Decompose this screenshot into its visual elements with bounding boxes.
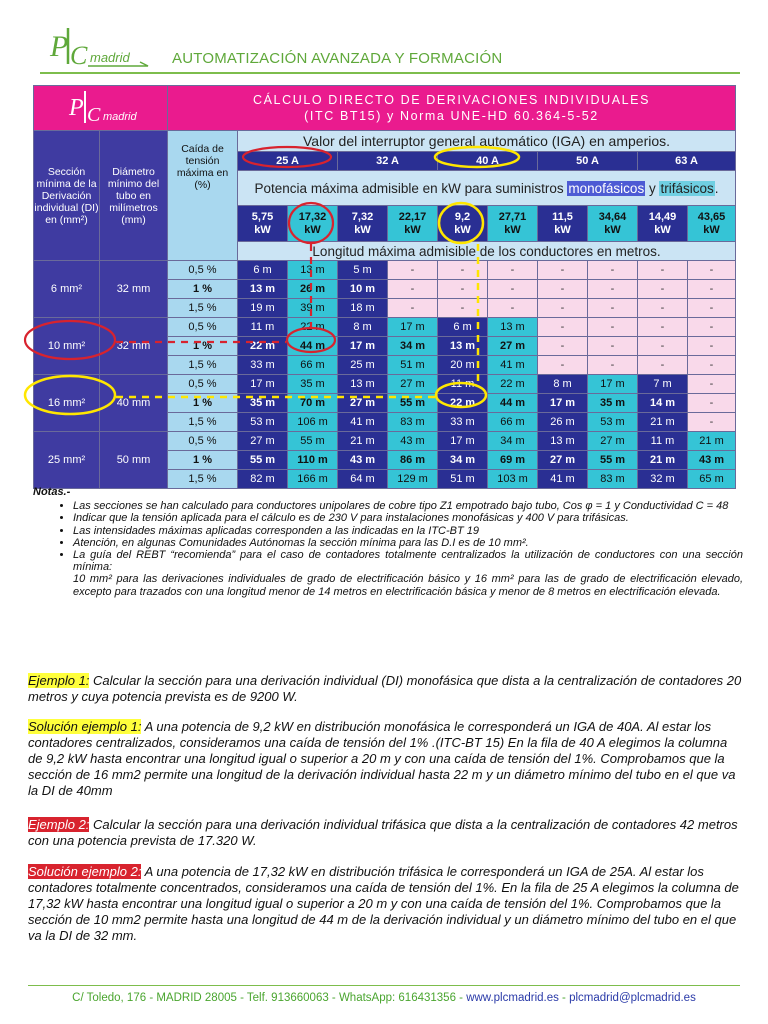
svg-text:P: P [68, 94, 84, 121]
length-cell: - [638, 337, 688, 356]
length-cell: 86 m [388, 451, 438, 470]
length-cell: 17 m [338, 337, 388, 356]
length-cell: 35 m [288, 375, 338, 394]
length-cell: 27 m [488, 337, 538, 356]
notes-continuation: 10 mm² para las derivaciones individuales de grado de electrificación básico y 16 mm² para las de grado de electrificación elevado, excepto para trazados con una longitud menor de 14 metros en electrificación básica y menor de 8 metros en electrificación elevada. [73, 573, 743, 598]
length-cell: - [688, 318, 736, 337]
footer-divider [28, 985, 740, 986]
length-cell: 11 m [438, 375, 488, 394]
length-cell: - [588, 337, 638, 356]
length-cell: - [538, 299, 588, 318]
length-cell: 83 m [588, 470, 638, 489]
length-cell: 66 m [288, 356, 338, 375]
length-cell: 21 m [638, 451, 688, 470]
plc-madrid-logo [41, 87, 161, 127]
power-cell: 5,75 kW [238, 206, 288, 242]
length-cell: 110 m [288, 451, 338, 470]
power-cell: 27,71 kW [488, 206, 538, 242]
length-cell: - [638, 261, 688, 280]
length-cell: 27 m [338, 394, 388, 413]
length-cell: - [388, 299, 438, 318]
power-cell: 34,64 kW [588, 206, 638, 242]
length-cell: 34 m [438, 451, 488, 470]
length-cell: 27 m [238, 432, 288, 451]
length-cell: 5 m [338, 261, 388, 280]
section-cell: 16 mm² [34, 375, 100, 432]
length-cell: 13 m [238, 280, 288, 299]
length-cell: 21 m [638, 413, 688, 432]
length-cell: 106 m [288, 413, 338, 432]
length-cell: 8 m [538, 375, 588, 394]
length-cell: - [688, 280, 736, 299]
diameter-cell: 50 mm [100, 432, 168, 489]
length-cell: 44 m [488, 394, 538, 413]
solution-2-text: A una potencia de 17,32 kW en distribución trifásica le corresponderá un IGA de 25A. Al estar los contadores totalmente concentrados, consideramos una caída de tensión del 1%. En la fila de 25 A elegimos la columna de 17,32 kW hasta encontrar una longitud igual o superior a 20 m y con una caída de tensión del 1%. Comprobamos que la sección de 10 mm2 permite hasta una longitud de 44 m de la derivación individual y un diámetro mínimo del tubo en el que va la DI de 32 mm. [28, 864, 739, 943]
table-title-line1: CÁLCULO DIRECTO DE DERIVACIONES INDIVIDUALES [252, 93, 651, 107]
drop-cell: 1 % [168, 337, 238, 356]
table-row [34, 318, 736, 337]
length-cell: 8 m [338, 318, 388, 337]
length-cell: 21 m [688, 432, 736, 451]
example-1 [28, 673, 742, 705]
length-cell: - [588, 280, 638, 299]
diameter-cell: 40 mm [100, 375, 168, 432]
power-header: Potencia máxima admisible en kW para suministros monofásicos y trifásicos. [238, 171, 736, 206]
length-cell: - [688, 299, 736, 318]
section-cell: 6 mm² [34, 261, 100, 318]
amp-0: 25 A [238, 152, 338, 171]
note-item: • Indicar que la tensión aplicada para el cálculo es de 230 V para instalaciones monofásicas y 400 V para trifásicas. [73, 512, 743, 524]
length-cell: 70 m [288, 394, 338, 413]
length-cell: 64 m [338, 470, 388, 489]
length-cell: 55 m [288, 432, 338, 451]
length-cell: - [688, 394, 736, 413]
length-cell: 55 m [388, 394, 438, 413]
footer-email-link[interactable]: plcmadrid@plcmadrid.es [569, 992, 696, 1004]
data-body [34, 261, 736, 489]
length-cell: 13 m [488, 318, 538, 337]
length-cell: 44 m [288, 337, 338, 356]
example-2 [28, 817, 742, 849]
length-cell: 35 m [238, 394, 288, 413]
power-cell: 43,65 kW [688, 206, 736, 242]
length-cell: 83 m [388, 413, 438, 432]
length-cell: 27 m [588, 432, 638, 451]
iga-header: Valor del interruptor general automático (IGA) en amperios. [238, 131, 736, 152]
length-cell: - [588, 318, 638, 337]
solution-1-text: A una potencia de 9,2 kW en distribución monofásica le corresponderá un IGA de 40A. Al estar los contadores centralizados, consideramos una caída de tensión del 1% .(ITC-BT 15) En la fila de 40 A elegimos la columna de 9,2 kW hasta encontrar una longitud igual o superior a 20 m y con una caída de tensión del 1%. Comprobamos que la sección de 16 mm2 permite una longitud de la derivación individual hasta 22 m y un diámetro mínimo del tubo en el que va la DI de 40mm [28, 719, 736, 798]
drop-cell: 1 % [168, 280, 238, 299]
length-cell: 13 m [338, 375, 388, 394]
length-cell: 6 m [238, 261, 288, 280]
table-row [34, 432, 736, 451]
length-cell: 25 m [338, 356, 388, 375]
length-cell: - [638, 299, 688, 318]
power-cell: 14,49 kW [638, 206, 688, 242]
drop-cell: 0,5 % [168, 261, 238, 280]
length-cell: 51 m [388, 356, 438, 375]
length-cell: 11 m [638, 432, 688, 451]
svg-text:P: P [50, 30, 69, 63]
section-cell: 25 mm² [34, 432, 100, 489]
header-title: AUTOMATIZACIÓN AVANZADA Y FORMACIÓN [172, 50, 503, 67]
length-cell: - [588, 261, 638, 280]
drop-cell: 0,5 % [168, 318, 238, 337]
power-cell: 22,17 kW [388, 206, 438, 242]
drop-cell: 1 % [168, 394, 238, 413]
footer-address: C/ Toledo, 176 - MADRID 28005 - Telf. 913660063 - WhatsApp: 616431356 - [72, 992, 467, 1004]
length-cell: - [538, 337, 588, 356]
svg-text:madrid: madrid [102, 110, 137, 123]
length-cell: - [638, 356, 688, 375]
length-cell: 65 m [688, 470, 736, 489]
length-cell: 129 m [388, 470, 438, 489]
length-cell: 6 m [438, 318, 488, 337]
length-cell: 53 m [238, 413, 288, 432]
length-cell: 22 m [288, 318, 338, 337]
power-cell: 17,32 kW [288, 206, 338, 242]
length-cell: - [538, 280, 588, 299]
length-cell: 20 m [438, 356, 488, 375]
diameter-cell: 32 mm [100, 261, 168, 318]
length-cell: 21 m [338, 432, 388, 451]
length-cell: - [538, 261, 588, 280]
length-cell: - [638, 318, 688, 337]
plc-madrid-logo [48, 24, 158, 68]
length-cell: 22 m [238, 337, 288, 356]
section-cell: 10 mm² [34, 318, 100, 375]
length-cell: - [488, 299, 538, 318]
length-cell: 26 m [538, 413, 588, 432]
length-cell: - [488, 280, 538, 299]
length-cell: 69 m [488, 451, 538, 470]
length-cell: 22 m [438, 394, 488, 413]
length-cell: 66 m [488, 413, 538, 432]
length-cell: 41 m [338, 413, 388, 432]
length-cell: 13 m [288, 261, 338, 280]
table-row [34, 261, 736, 280]
length-cell: 43 m [688, 451, 736, 470]
length-cell: 17 m [238, 375, 288, 394]
length-cell: - [538, 356, 588, 375]
length-cell: 14 m [638, 394, 688, 413]
table-row [34, 375, 736, 394]
length-cell: 27 m [388, 375, 438, 394]
page-header [40, 20, 740, 72]
drop-cell: 1,5 % [168, 413, 238, 432]
length-cell: 55 m [588, 451, 638, 470]
length-cell: 13 m [538, 432, 588, 451]
amp-2: 40 A [438, 152, 538, 171]
length-cell: 33 m [438, 413, 488, 432]
length-cell: 17 m [588, 375, 638, 394]
notes-title: Notas.- [33, 486, 71, 498]
calc-table [33, 85, 736, 489]
length-cell: - [688, 413, 736, 432]
header-divider [40, 72, 740, 74]
length-cell: 33 m [238, 356, 288, 375]
mono-label: monofásicos [568, 180, 645, 196]
example-2-tag: Ejemplo 2: [28, 817, 90, 832]
length-cell: 17 m [538, 394, 588, 413]
length-cell: 39 m [288, 299, 338, 318]
solution-1-tag: Solución ejemplo 1: [28, 719, 142, 734]
tri-label: trifásicos [660, 180, 714, 196]
length-cell: 51 m [438, 470, 488, 489]
length-cell: - [688, 375, 736, 394]
length-cell: 43 m [388, 432, 438, 451]
length-cell: 26 m [288, 280, 338, 299]
length-cell: 35 m [588, 394, 638, 413]
table-title [168, 86, 736, 131]
amp-1: 32 A [338, 152, 438, 171]
table-logo [34, 86, 168, 131]
drop-cell: 1,5 % [168, 299, 238, 318]
note-item: • La guía del REBT “recomienda” para el caso de contadores totalmente centralizados la utilización de conductores con una sección mínima: [73, 549, 743, 573]
length-header: Longitud máxima admisible de los conductores en metros. [238, 242, 736, 261]
length-cell: 41 m [538, 470, 588, 489]
length-cell: - [538, 318, 588, 337]
power-cell: 7,32 kW [338, 206, 388, 242]
svg-text:C: C [86, 103, 100, 126]
amp-4: 63 A [638, 152, 736, 171]
col-diameter-header: Diámetro mínimo del tubo en milímetros (mm) [100, 131, 168, 261]
length-cell: 19 m [238, 299, 288, 318]
logo-word: madrid [90, 50, 130, 65]
length-cell: 10 m [338, 280, 388, 299]
length-cell: - [588, 299, 638, 318]
length-cell: 13 m [438, 337, 488, 356]
length-cell: 22 m [488, 375, 538, 394]
power-cell: 9,2 kW [438, 206, 488, 242]
svg-text:C: C [70, 41, 88, 68]
length-cell: - [688, 356, 736, 375]
length-cell: - [388, 280, 438, 299]
drop-cell: 1 % [168, 451, 238, 470]
example-1-text: Calcular la sección para una derivación individual (DI) monofásica que dista a la centralización de contadores 20 metros y cuya potencia prevista es de 9200 W. [28, 673, 742, 704]
note-item: • Las intensidades máximas aplicadas corresponden a las indicadas en la ITC-BT 19 [73, 525, 743, 537]
note-item: • Las secciones se han calculado para conductores unipolares de cobre tipo Z1 empotrado bajo tubo, Cos φ = 1 y Conductividad C = 48 [73, 500, 743, 512]
length-cell: - [638, 280, 688, 299]
drop-cell: 0,5 % [168, 432, 238, 451]
drop-cell: 0,5 % [168, 375, 238, 394]
length-cell: - [688, 261, 736, 280]
length-cell: 11 m [238, 318, 288, 337]
table-title-line2: (ITC BT15) y Norma UNE-HD 60.364-5-52 [304, 109, 599, 123]
solution-1 [28, 719, 742, 799]
length-cell: 103 m [488, 470, 538, 489]
solution-2-tag: Solución ejemplo 2: [28, 864, 142, 879]
length-cell: 17 m [388, 318, 438, 337]
notes-section [33, 486, 743, 598]
notes-list [33, 500, 743, 573]
length-cell: 32 m [638, 470, 688, 489]
length-cell: - [438, 261, 488, 280]
length-cell: 53 m [588, 413, 638, 432]
length-cell: - [588, 356, 638, 375]
length-cell: 34 m [488, 432, 538, 451]
length-cell: - [488, 261, 538, 280]
length-cell: 43 m [338, 451, 388, 470]
col-section-header: Sección mínima de la Derivación individual (DI) en (mm²) [34, 131, 100, 261]
length-cell: - [388, 261, 438, 280]
length-cell: 7 m [638, 375, 688, 394]
solution-2 [28, 864, 742, 944]
footer: C/ Toledo, 176 - MADRID 28005 - Telf. 913660063 - WhatsApp: 616431356 - www.plcmadrid.es - plcmadrid@plcmadrid.es [72, 992, 696, 1004]
length-cell: 18 m [338, 299, 388, 318]
note-item: • Atención, en algunas Comunidades Autónomas la sección mínima para las D.I es de 10 mm². [73, 537, 743, 549]
length-cell: 27 m [538, 451, 588, 470]
amp-3: 50 A [538, 152, 638, 171]
diameter-cell: 32 mm [100, 318, 168, 375]
footer-web-link[interactable]: www.plcmadrid.es [466, 992, 559, 1004]
length-cell: 166 m [288, 470, 338, 489]
length-cell: 82 m [238, 470, 288, 489]
power-cell: 11,5 kW [538, 206, 588, 242]
col-drop-header: Caída de tensión máxima en (%) [168, 131, 238, 261]
length-cell: 17 m [438, 432, 488, 451]
length-cell: - [438, 299, 488, 318]
drop-cell: 1,5 % [168, 470, 238, 489]
length-cell: 34 m [388, 337, 438, 356]
length-cell: 41 m [488, 356, 538, 375]
length-cell: - [438, 280, 488, 299]
length-cell: 55 m [238, 451, 288, 470]
length-cell: - [688, 337, 736, 356]
drop-cell: 1,5 % [168, 356, 238, 375]
example-2-text: Calcular la sección para una derivación individual trifásica que dista a la centralización de contadores 42 metros con una potencia prevista de 17.320 W. [28, 817, 738, 848]
example-1-tag: Ejemplo 1: [28, 673, 90, 688]
